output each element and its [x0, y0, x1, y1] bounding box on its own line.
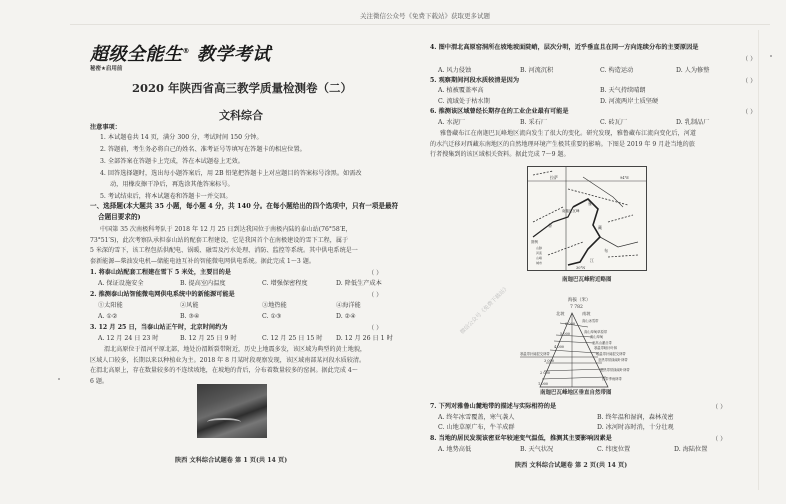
answer-paren[interactable]: （ ） [742, 78, 757, 85]
svg-text:城市: 城市 [536, 261, 543, 265]
passage-line: 区域人口较多，长期以来以种植业为主。2018 年 8 月某时段观察发现，该区域南部某河段水质较清。 [90, 357, 366, 364]
notes-heading: 注意事项： [90, 124, 121, 131]
brand-mark: ® [182, 47, 190, 55]
option[interactable]: B. ③④ [180, 313, 200, 320]
svg-text:河流: 河流 [536, 251, 543, 255]
svg-text:6 000: 6 000 [565, 322, 576, 326]
question-stem: 2. 推测泰山站智能微电网供电系统中的新能源可能是 [90, 291, 235, 298]
passage-line: 5 米深的雪下，该工程包括供配电、锅暖、融雪及污水处理、消防、监控等系统。其中供电系统是一 [90, 247, 358, 254]
map-drawing [528, 167, 646, 270]
svg-text:山脉: 山脉 [536, 246, 543, 250]
passage-line: 中国第 35 次南极科考队于 2018 年 12 月 25 日到达我国位于南极内陆的泰山站(76°58′E， [100, 226, 352, 233]
option[interactable]: A. 保证设施安全 [98, 280, 144, 287]
option[interactable]: D. 乳制品厂 [676, 119, 710, 126]
option[interactable]: A. 植被覆盖率高 [438, 87, 484, 94]
question-stem: 7. 下列对雅鲁山麓地带的描述与实际相符的是 [430, 403, 557, 410]
note-item: 1. 本试题卷共 14 页，满分 300 分，考试时间 150 分钟。 [100, 134, 263, 141]
svg-text:暖温带针阔混交林带: 暖温带针阔混交林带 [596, 352, 626, 356]
option[interactable]: C. 增强保密程度 [262, 280, 308, 287]
option[interactable]: C. ①③ [262, 313, 282, 320]
item: ④海洋能 [336, 302, 361, 309]
answer-paren[interactable]: （ ） [712, 404, 727, 411]
option[interactable]: C. 砖瓦厂 [600, 119, 628, 126]
option[interactable]: B. 提高室内温度 [180, 280, 226, 287]
section-heading: 合题目要求的) [98, 213, 141, 221]
svg-text:图例: 图例 [531, 240, 538, 244]
svg-text:布: 布 [604, 248, 608, 253]
note-item: 2. 答题前，考生务必将自己的姓名、准考证号等填写在答题卡的相应位置。 [100, 146, 306, 153]
page-footer: 陕西 文科综合试题卷 第 1 页(共 14 页) [175, 457, 288, 464]
brand-name: 超级全能生 [90, 44, 183, 65]
svg-text:江: 江 [590, 258, 594, 263]
page-footer: 陕西 文科综合试题卷 第 2 页(共 14 页) [515, 462, 628, 469]
question-stem: 1. 将泰山站配套工程建在雪下 5 米处，主要目的是 [90, 269, 231, 276]
option[interactable]: A. ①② [98, 313, 118, 320]
loess-cave-photo [197, 384, 267, 438]
option[interactable]: A. 地势高低 [438, 446, 472, 453]
svg-text:7 782: 7 782 [570, 305, 583, 310]
svg-text:寒温带暗针叶林: 寒温带暗针叶林 [594, 346, 618, 350]
svg-text:2 000: 2 000 [540, 371, 551, 375]
svg-text:高山草甸草原带: 高山草甸草原带 [584, 330, 608, 334]
passage-line: 渭北高原位于渭河平原北部，地处汾渭断裂带附近，历史上地震多发，该区域为典型的黄土地貌， [104, 346, 367, 353]
option[interactable]: A. 12 月 24 日 23 时 [98, 335, 159, 342]
option[interactable]: B. 河流沉积 [520, 67, 554, 74]
option[interactable]: C. 山地草原广布，牛羊成群 [438, 424, 515, 431]
passage-line: 的水汽迁移对西藏东南地区的自然地理环境产生极其重要的影响。下图是 2019 年 9 月赴当地的旅 [430, 141, 695, 148]
answer-paren[interactable]: （ ） [368, 292, 383, 299]
svg-text:30°N: 30°N [576, 266, 586, 270]
scan-dot [770, 55, 772, 57]
passage-line: 套新能源—柴油发电机—储能电池互补的智能微电网供电系统。据此完成 1～3 题。 [90, 258, 315, 265]
watermark: 微信公众号《免费下载站》 [459, 284, 511, 336]
svg-text:南坡: 南坡 [582, 311, 591, 316]
question-stem: 8. 当地的居民发现该密亚年较速变气温低，推测其主要影响因素是 [430, 435, 612, 442]
svg-text:亚高山灌丛带: 亚高山灌丛带 [592, 341, 612, 345]
svg-text:寒温带针阔混交林带: 寒温带针阔混交林带 [520, 352, 550, 356]
option[interactable]: A. 风力侵蚀 [438, 67, 472, 74]
option[interactable]: C. 流域处于枯水期 [438, 98, 490, 105]
option[interactable]: C. 纬度位置 [597, 446, 631, 453]
top-note: 关注微信公众号《免费下载站》获取更多试题 [360, 12, 490, 20]
passage-line: 行者搜集到的该区域相关资料。据此完成 7～9 题。 [430, 151, 570, 158]
question-stem: 5. 观察期间河段水质较清是因为 [430, 77, 520, 84]
passage-line: 雅鲁藏布江在南迦巴瓦峰地区流向发生了很大的变化。研究发现，雅鲁藏布江流向变化后，河道 [440, 130, 696, 137]
page-subtitle: 文科综合 [219, 109, 263, 122]
question-stem: 3. 12 月 25 日，当泰山站正午时，北京时间约为 [90, 324, 228, 331]
option[interactable]: B. 采石厂 [520, 119, 548, 126]
option[interactable]: D. 海陆位置 [674, 446, 708, 453]
item: ③地热能 [262, 302, 287, 309]
answer-paren[interactable]: （ ） [742, 109, 757, 116]
brand-suffix: 教学考试 [196, 44, 271, 65]
svg-text:亚热带常绿阔叶林带: 亚热带常绿阔叶林带 [600, 368, 630, 372]
svg-text:1 000: 1 000 [538, 382, 549, 386]
map-caption: 南迦巴瓦峰附近略图 [562, 277, 612, 283]
svg-text:5 000: 5 000 [560, 332, 571, 336]
answer-paren[interactable]: （ ） [368, 270, 383, 277]
note-item: 5. 考试结束后，将本试题卷和答题卡一并交回。 [100, 193, 232, 200]
note-item: 4. 回答选择题时，选出每小题答案后，用 2B 铅笔把答题卡上对应题目的答案标号涂黑。如需改 [100, 170, 362, 177]
option[interactable]: C. 构造运动 [600, 67, 634, 74]
option[interactable]: B. 12 月 25 日 9 时 [180, 335, 237, 342]
passage-line: 6 题。 [90, 378, 109, 385]
svg-text:高山草甸: 高山草甸 [590, 335, 604, 339]
option[interactable]: B. 天气状况 [520, 446, 554, 453]
svg-text:鲁: 鲁 [548, 223, 552, 228]
question-stem: 6. 推测该区域曾经长期存在的工业企业最有可能是 [430, 108, 569, 115]
item: ①太阳能 [98, 302, 123, 309]
svg-text:4 000: 4 000 [554, 345, 565, 349]
svg-text:3 000: 3 000 [544, 359, 555, 363]
brand-logo [90, 40, 271, 66]
svg-text:山峰: 山峰 [536, 256, 543, 260]
option[interactable]: B. 天气持续晴朗 [600, 87, 646, 94]
option[interactable]: D. 12 月 26 日 1 时 [336, 335, 393, 342]
option[interactable]: A. 终年冰雪覆盖，寒气袭人 [438, 414, 515, 421]
answer-paren[interactable]: （ ） [742, 56, 757, 63]
option[interactable]: C. 12 月 25 日 15 时 [262, 335, 323, 342]
svg-text:拉萨: 拉萨 [550, 175, 558, 180]
region-map [527, 166, 647, 271]
passage-line: 在渭北高原上，存在数量较多的不连续坡地，在坡地的背后，分布着数量较多的窑洞。据此完成 4～ [90, 367, 358, 374]
note-item: 3. 全部答案在答题卡上完成，答在本试题卷上无效。 [100, 158, 244, 165]
svg-text:高山冰雪带: 高山冰雪带 [582, 319, 599, 323]
option[interactable]: B. 终年温和湿润，森林茂密 [597, 414, 674, 421]
section-heading: 一、选择题(本大题共 35 小题，每小题 4 分，共 140 分。在每小题给出的四个选项中，只有一项是最符 [90, 202, 399, 210]
svg-text:南迦巴瓦峰: 南迦巴瓦峰 [562, 209, 580, 213]
option[interactable]: D. 冰河时冻时消，十分壮观 [597, 424, 674, 431]
option[interactable]: D. 河流两岸土质坚硬 [600, 98, 659, 105]
svg-text:海拔（米）: 海拔（米） [568, 298, 591, 303]
answer-paren[interactable]: （ ） [368, 325, 383, 332]
diagram-caption: 南迦巴瓦峰地区垂直自然带图 [540, 390, 612, 396]
item: ②风能 [180, 302, 199, 309]
svg-text:北坡: 北坡 [556, 311, 565, 316]
svg-text:亚热带常绿阔叶林带: 亚热带常绿阔叶林带 [598, 358, 628, 362]
passage-line: 73°51′S)，此次考察队承担泰山站的配套工程建设，它是我国首个在南极建设的雪下工程，属于 [90, 237, 349, 244]
svg-text:热带季雨林带: 热带季雨林带 [602, 377, 622, 381]
page-title: 2020 年陕西省高三教学质量检测卷（二） [132, 81, 353, 95]
svg-text:雅: 雅 [588, 201, 592, 206]
question-stem: 4. 图中渭北高原窑洞所在坡地坡面陡峭，层次分明，近乎垂直且在同一方向连续分布的主要原因是 [430, 44, 699, 51]
svg-text:藏: 藏 [598, 225, 602, 230]
answer-paren[interactable]: （ ） [712, 436, 727, 443]
scan-dot [58, 378, 60, 380]
secret-label: 秘密★启用前 [90, 66, 123, 72]
option[interactable]: D. 人为修整 [676, 67, 710, 74]
option[interactable]: A. 水泥厂 [438, 119, 465, 126]
vertical-zone-diagram [520, 295, 680, 400]
note-item: 动，用橡皮擦干净后，再选涂其他答案标号。 [110, 181, 234, 188]
option[interactable]: D. 降低生产成本 [336, 280, 382, 287]
option[interactable]: D. ②④ [336, 313, 356, 320]
svg-text:94°E: 94°E [620, 176, 629, 180]
